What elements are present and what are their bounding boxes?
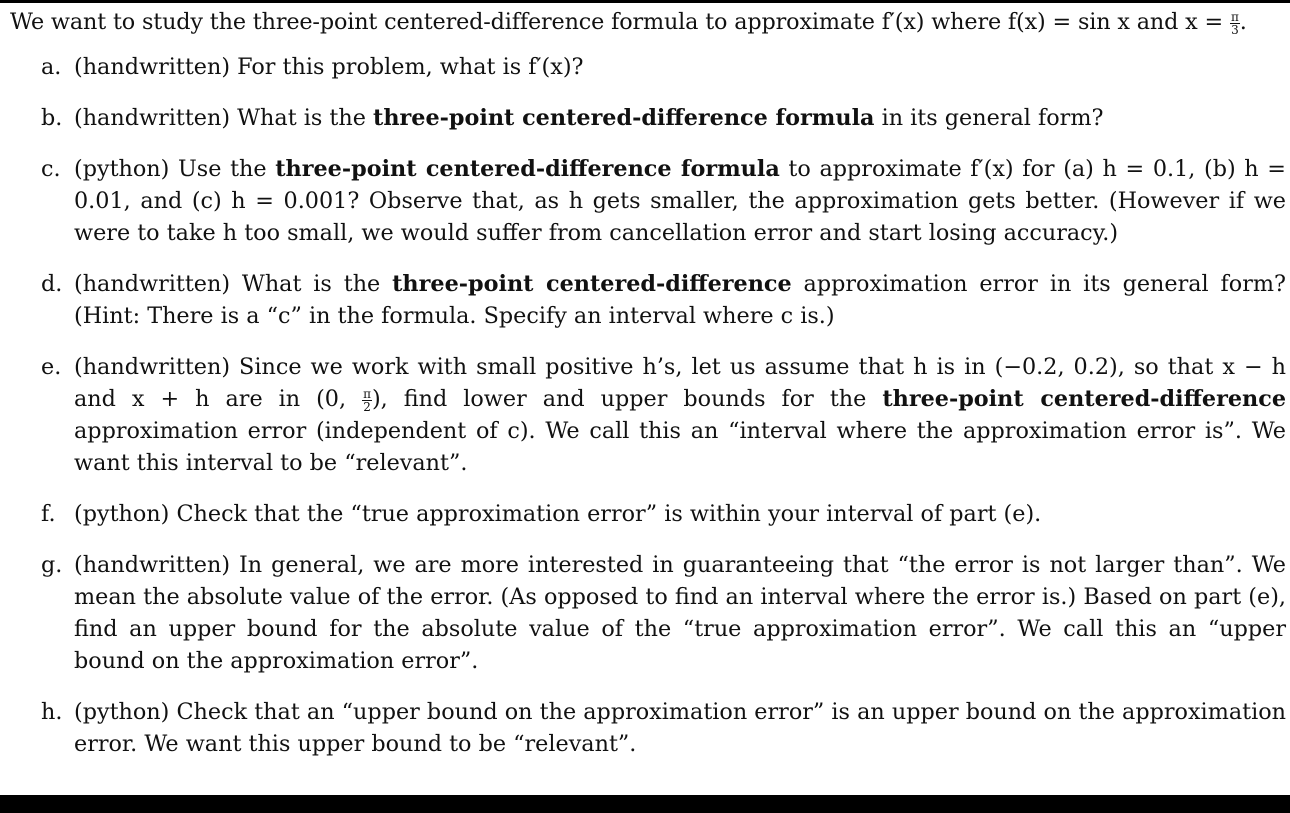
item-text: (handwritten) In general, we are more interested in guaranteeing that “the error is not larger than”. We mean the absolute value of the error. (As opposed to find an interval where the error is.) Based on part (e), find an upper bound for the absolute value of the “true approximation error”. We call this an “upper bound on the approximation error”. [74, 552, 1286, 674]
intro-text: We want to study the three-point centered-difference formula to approximate f′(x) where f(x) = sin x and x = [10, 9, 1230, 35]
item-fraction [362, 388, 372, 413]
item-marker: c. [41, 156, 61, 182]
item-text: (python) Check that an “upper bound on the approximation error” is an upper bound on the approximation error. We want this upper bound to be “relevant”. [74, 699, 1286, 757]
intro-fraction-denominator: 3 [1231, 22, 1239, 37]
item-keyword: three-point centered-difference [392, 271, 792, 297]
item-keyword: three-point centered-difference [882, 386, 1287, 412]
item-fraction-denominator: 2 [363, 399, 371, 414]
item-d [10, 268, 1286, 332]
item-text-post: in its general form? [874, 105, 1104, 131]
item-text [74, 268, 1286, 332]
item-keyword: three-point centered-difference formula [373, 105, 875, 131]
item-marker: a. [41, 54, 62, 80]
item-a [10, 51, 1286, 83]
item-marker: d. [41, 271, 63, 297]
item-text-post: approximation error in its general form? (Hint: There is a “c” in the formula. Specify an interval where c is.) [74, 271, 1286, 329]
item-f [10, 498, 1286, 530]
problem-intro [10, 6, 1286, 38]
intro-fraction-numerator: π [1231, 9, 1239, 24]
item-g [10, 549, 1286, 677]
item-text [74, 153, 1286, 249]
intro-fraction [1230, 11, 1240, 36]
item-marker: b. [41, 105, 63, 131]
item-marker: h. [41, 699, 63, 725]
item-fraction-numerator: π [363, 386, 371, 401]
item-text-pre: (handwritten) What is the [74, 271, 393, 297]
intro-end: . [1239, 9, 1247, 35]
item-e [10, 351, 1286, 479]
item-text-post: to approximate f′(x) for (a) h = 0.1, (b) h = 0.01, and (c) h = 0.001? Observe that, as h gets smaller, the approximation gets better. (However if we were to take h too small, we would suffer from cancellation error and start losing accuracy.) [74, 156, 1286, 246]
item-b [10, 102, 1286, 134]
item-text-pre: (handwritten) Since we work with small positive h’s, let us assume that h is in (−0.2, 0.2), so that x − h and x + h are in (0, [74, 354, 1286, 412]
item-text [74, 351, 1286, 479]
item-c [10, 153, 1286, 249]
item-marker: e. [41, 354, 62, 380]
item-marker: g. [41, 552, 63, 578]
item-text [74, 102, 1286, 134]
item-text-post: approximation error (independent of c). We call this an “interval where the approximation error is”. We want this interval to be “relevant”. [74, 418, 1286, 476]
item-text: (python) Check that the “true approximation error” is within your interval of part (e). [74, 501, 1042, 527]
item-text: (handwritten) For this problem, what is f′(x)? [74, 54, 584, 80]
item-h [10, 696, 1286, 760]
item-text-mid: ), find lower and upper bounds for the [371, 386, 883, 412]
problem-page [0, 3, 1290, 795]
item-keyword: three-point centered-difference formula [275, 156, 780, 182]
item-marker: f. [41, 501, 56, 527]
item-text-pre: (python) Use the [74, 156, 276, 182]
item-text-pre: (handwritten) What is the [74, 105, 374, 131]
